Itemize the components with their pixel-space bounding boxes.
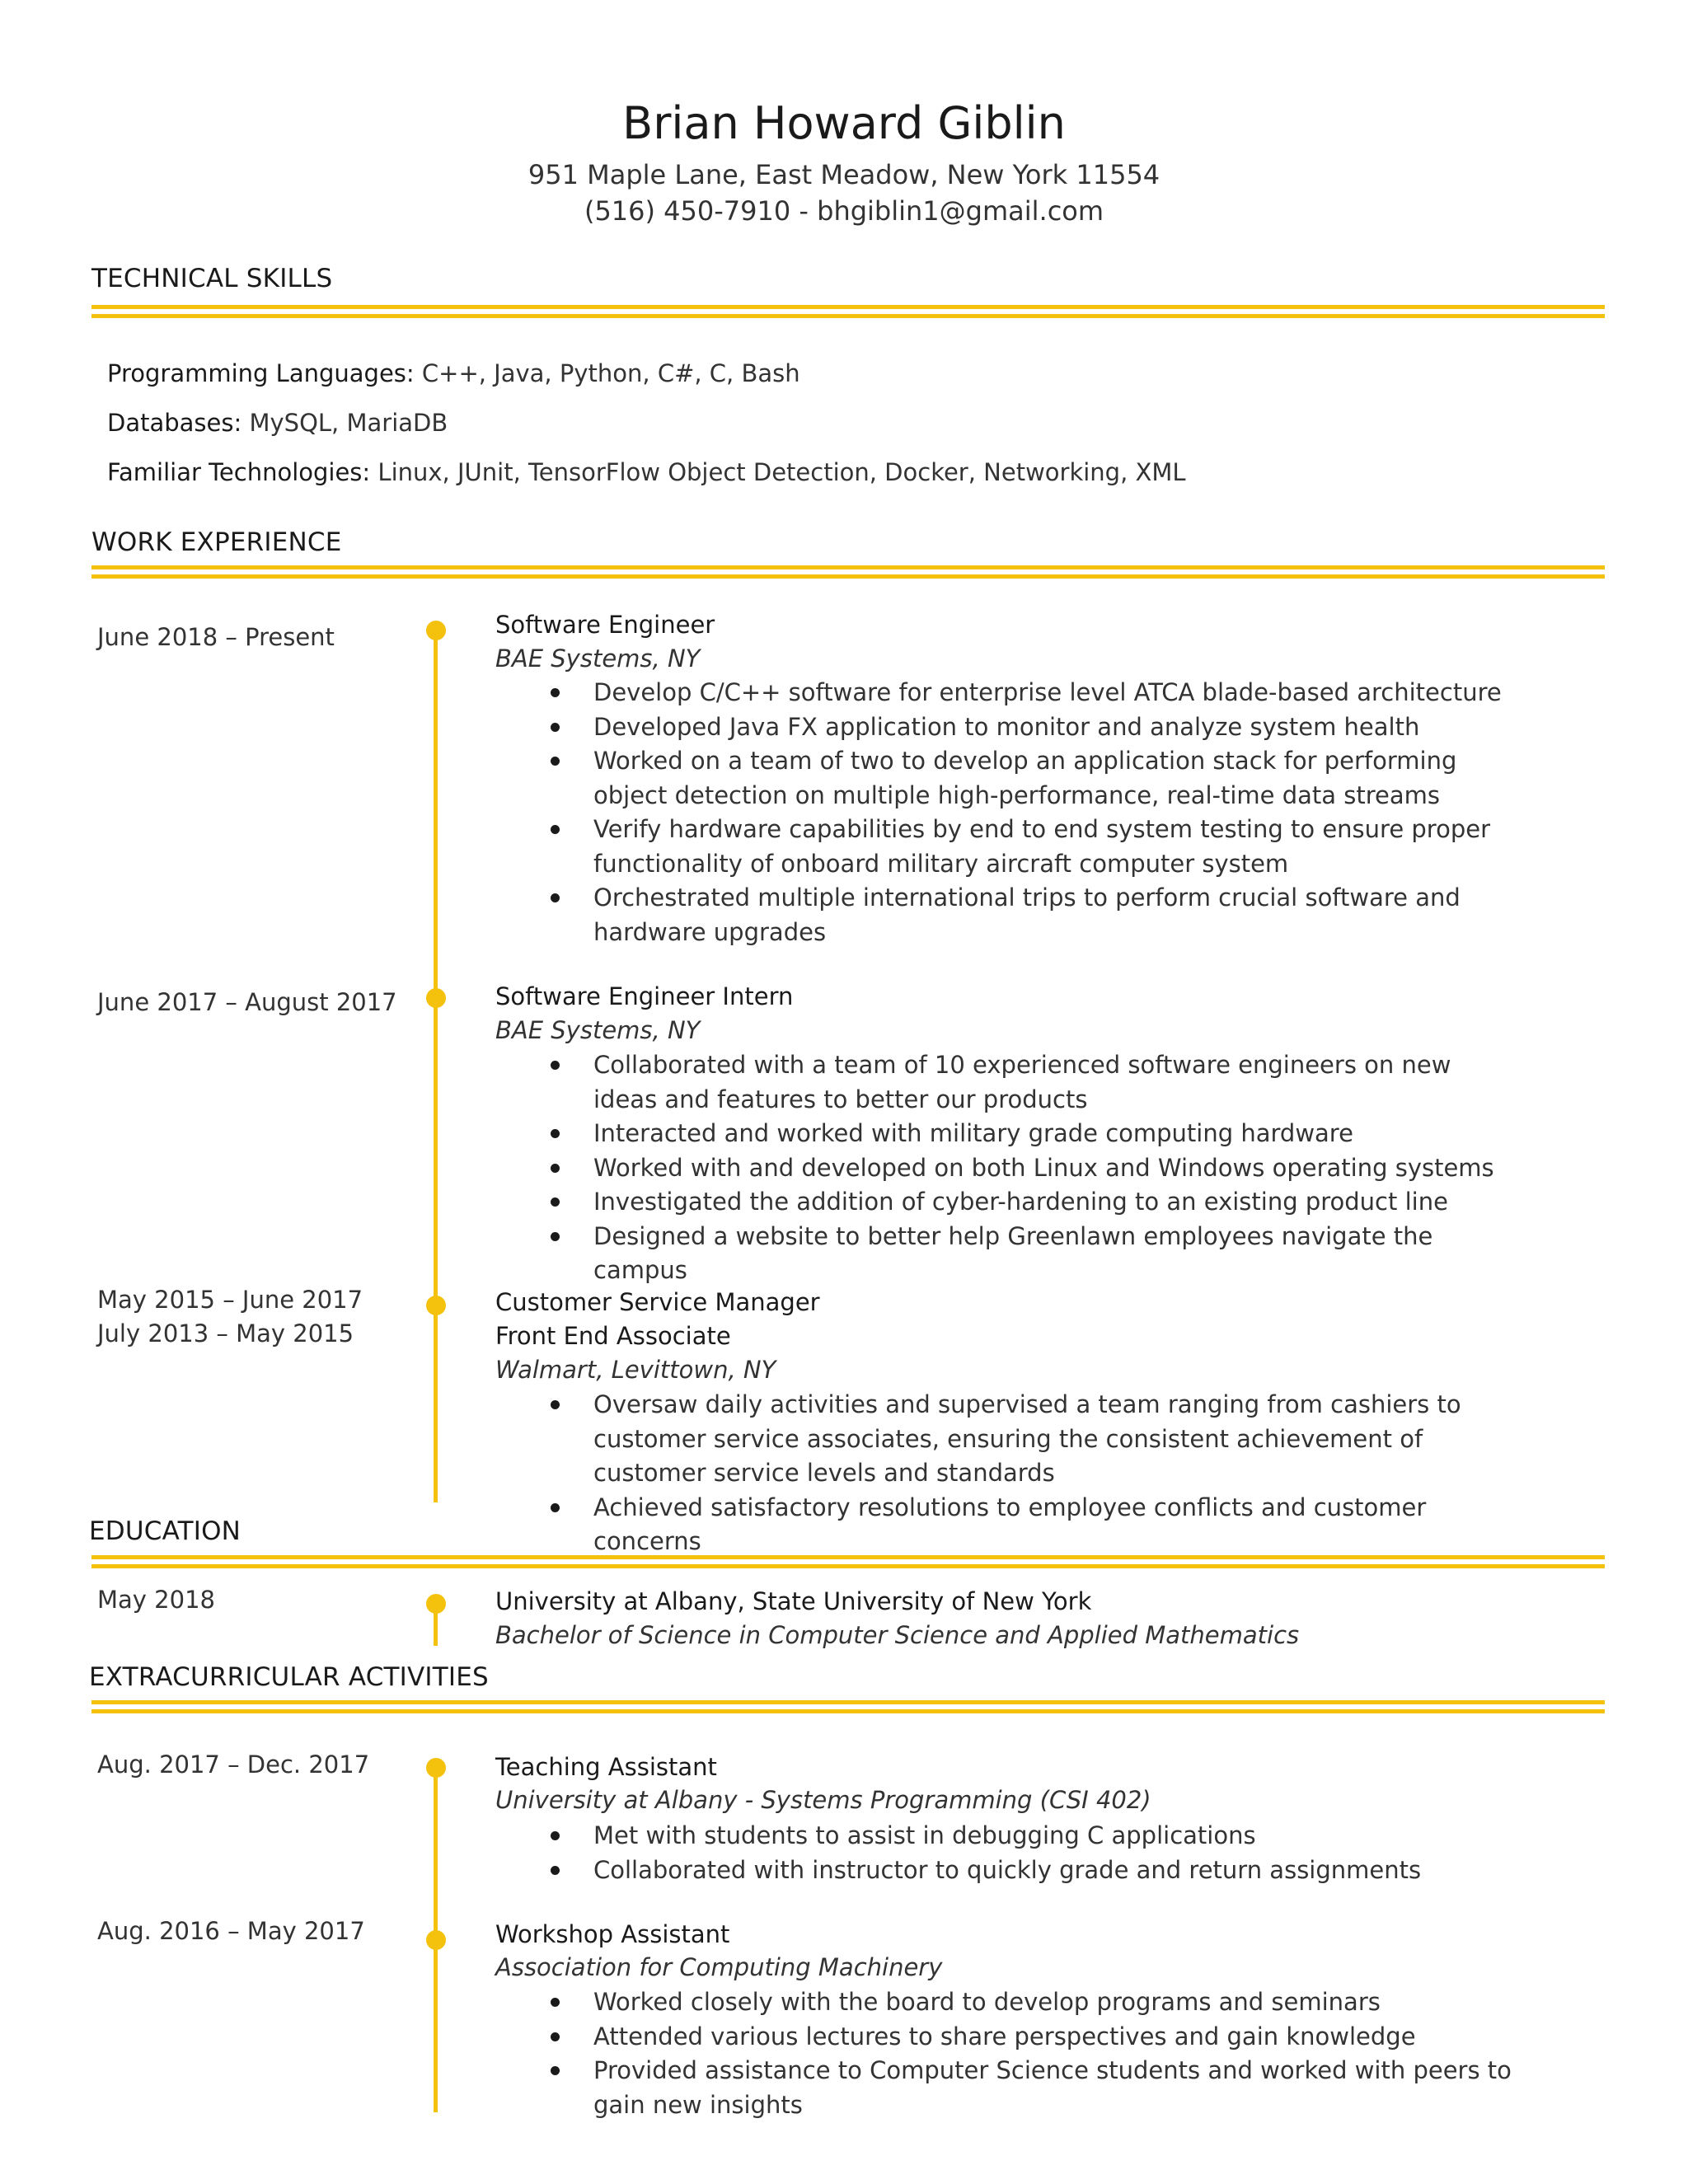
activity-org: University at Albany - Systems Programming (CSI 402): [495, 1786, 1151, 1814]
timeline-dot: [426, 1758, 446, 1778]
timeline-dot: [426, 1594, 446, 1614]
list-item: Worked with and developed on both Linux and Windows operating systems: [593, 1151, 1517, 1186]
activity-title: Teaching Assistant: [495, 1753, 717, 1781]
skill-value: MySQL, MariaDB: [241, 409, 448, 437]
section-rule-top: [91, 305, 1605, 309]
list-item: Worked closely with the board to develop programs and seminars: [593, 1985, 1517, 2020]
section-rule-bottom: [91, 314, 1605, 318]
activity-bullets: [593, 1819, 1517, 1887]
address: 951 Maple Lane, East Meadow, New York 11554: [528, 159, 1160, 190]
skill-label: Databases:: [107, 409, 242, 437]
skill-value: Linux, JUnit, TensorFlow Object Detection, Docker, Networking, XML: [370, 458, 1186, 486]
section-title-work-experience: WORK EXPERIENCE: [91, 527, 342, 557]
work-timeline: [434, 630, 438, 1502]
list-item: Verify hardware capabilities by end to end system testing to ensure proper functionality of onboard military aircraft computer system: [593, 813, 1517, 881]
job-title: Software Engineer: [495, 611, 715, 639]
list-item: Achieved satisfactory resolutions to employee conflicts and customer concerns: [593, 1491, 1517, 1559]
job-org: Walmart, Levittown, NY: [495, 1356, 776, 1384]
section-rule-top: [91, 565, 1605, 569]
job-date: June 2017 – August 2017: [97, 988, 397, 1016]
skill-databases: [107, 409, 448, 438]
education-timeline: [434, 1611, 438, 1646]
education-date: May 2018: [97, 1586, 215, 1614]
list-item: Interacted and worked with military grade computing hardware: [593, 1117, 1517, 1151]
section-rule-bottom: [91, 574, 1605, 579]
job-date: May 2015 – June 2017: [97, 1286, 363, 1314]
skill-label: Programming Languages:: [107, 359, 415, 387]
section-rule-top: [91, 1700, 1605, 1704]
timeline-dot: [426, 621, 446, 640]
list-item: Met with students to assist in debugging C applications: [593, 1819, 1517, 1854]
list-item: Develop C/C++ software for enterprise level ATCA blade-based architecture: [593, 676, 1517, 710]
skill-programming-languages: [107, 359, 800, 388]
timeline-dot: [426, 988, 446, 1008]
list-item: Attended various lectures to share perspectives and gain knowledge: [593, 2020, 1517, 2055]
section-rule-bottom: [91, 1564, 1605, 1568]
list-item: Collaborated with instructor to quickly grade and return assignments: [593, 1854, 1517, 1888]
list-item: Developed Java FX application to monitor and analyze system health: [593, 710, 1517, 745]
section-title-technical-skills: TECHNICAL SKILLS: [91, 264, 333, 293]
section-rule-bottom: [91, 1709, 1605, 1713]
job-title: Software Engineer Intern: [495, 982, 794, 1010]
job-title: Customer Service Manager: [495, 1288, 820, 1316]
skill-value: C++, Java, Python, C#, C, Bash: [414, 359, 800, 387]
job-date: June 2018 – Present: [97, 623, 335, 651]
list-item: Investigated the addition of cyber-hardening to an existing product line: [593, 1185, 1517, 1220]
activity-date: Aug. 2016 – May 2017: [97, 1917, 365, 1945]
section-rule-top: [91, 1555, 1605, 1559]
timeline-dot: [426, 1296, 446, 1315]
activity-title: Workshop Assistant: [495, 1920, 730, 1948]
list-item: Orchestrated multiple international trips to perform crucial software and hardware upgrades: [593, 881, 1517, 949]
activity-date: Aug. 2017 – Dec. 2017: [97, 1750, 370, 1779]
contact-info: (516) 450-7910 - bhgiblin1@gmail.com: [584, 195, 1104, 227]
section-title-extracurricular: EXTRACURRICULAR ACTIVITIES: [89, 1662, 489, 1692]
candidate-name: Brian Howard Giblin: [622, 97, 1066, 149]
list-item: Provided assistance to Computer Science students and worked with peers to gain new insights: [593, 2054, 1517, 2122]
skill-familiar-technologies: [107, 458, 1186, 487]
school-name: University at Albany, State University of New York: [495, 1587, 1092, 1615]
job-bullets: [593, 1388, 1517, 1559]
degree: Bachelor of Science in Computer Science and Applied Mathematics: [495, 1621, 1300, 1649]
activity-bullets: [593, 1985, 1517, 2122]
job-org: BAE Systems, NY: [495, 644, 701, 673]
activity-org: Association for Computing Machinery: [495, 1953, 943, 1981]
section-title-education: EDUCATION: [89, 1516, 241, 1546]
job-bullets: [593, 1048, 1517, 1288]
job-title-secondary: Front End Associate: [495, 1322, 731, 1350]
job-org: BAE Systems, NY: [495, 1016, 701, 1044]
list-item: Oversaw daily activities and supervised a team ranging from cashiers to customer service associates, ensuring the consistent achievement of customer service levels and standards: [593, 1388, 1517, 1491]
list-item: Designed a website to better help Greenlawn employees navigate the campus: [593, 1220, 1517, 1288]
skill-label: Familiar Technologies:: [107, 458, 371, 486]
list-item: Worked on a team of two to develop an application stack for performing object detection on multiple high-performance, real-time data streams: [593, 744, 1517, 813]
job-bullets: [593, 676, 1517, 949]
list-item: Collaborated with a team of 10 experienced software engineers on new ideas and features to better our products: [593, 1048, 1517, 1117]
timeline-dot: [426, 1930, 446, 1950]
job-date-secondary: July 2013 – May 2015: [97, 1319, 354, 1347]
